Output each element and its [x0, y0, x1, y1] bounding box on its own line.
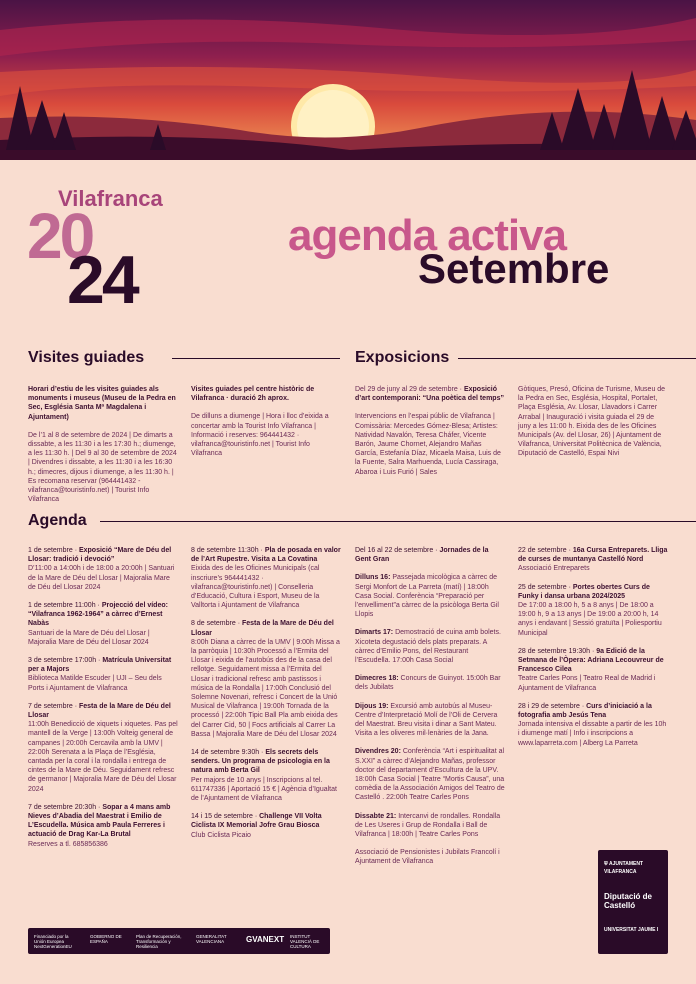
event-day: Divendres 20:	[355, 748, 401, 756]
agenda-column-3	[355, 546, 505, 876]
sponsor-logos	[598, 850, 668, 954]
agenda-column-1	[28, 546, 178, 858]
event-details: D’11:00 a 14:00h i de 18:00 a 20:00h | Santuari de la Mare de Déu del Llosar | Majoralia Mare de Déu del Llosar 2024	[28, 565, 175, 591]
expo-locations-body: Gòtiques, Presó, Oficina de Turisme, Museu de la Pedra en Sec, Església, Hospital, Portalet, Plaça Església, Av. Llosar, Llavadors i Carrer Arrabal | Inauguració i visita guiada el 29 de juny a les 11:00 h. Eixida des de les Oficines Municipals (Av. del Llosar, 26) | Ajuntament de Vilafranca, Universitat Politècnica de València, Diputació de Castelló, Espai Nivi	[518, 386, 666, 458]
expo-locations	[518, 385, 668, 468]
plan-logo: Plan de Recuperación, Transformación y Resiliencia	[136, 934, 182, 949]
event-details: Club Ciclista Picaio	[191, 831, 251, 839]
agenda-event	[355, 674, 505, 692]
event-details: Excursió amb autobús al Museu-Centre d’Interpretació Molí de l’Oli de Cervera del Maestrat. Breu visita i dinar a Sant Mateu. Visita a les oliveres mil·lenàries de la Jana.	[355, 702, 498, 738]
expo-contemporary	[355, 385, 505, 486]
event-title: 16a Cursa Entreparets. Lliga de curses de muntanya Castelló Nord	[518, 547, 668, 564]
event-details: De 17:00 a 18:00 h, 5 a 8 anys | De 18:00 a 19:00 h, 9 a 13 anys | De 19:00 a 20:00 h, 14 anys i endavant | Sessió gratuïta | Poliesportiu Municipal	[518, 602, 662, 637]
event-date: 28 i 29 de setembre ·	[518, 702, 587, 710]
event-details: Associació Entreparets	[518, 565, 590, 573]
event-details: Per majors de 10 anys | Inscripcions al tel. 611747336 | Aportació 15 € | Agència d’Igualtat de l’Ajuntament de Vilafranca	[191, 776, 337, 803]
visites-museums-body: De l’1 al 8 de setembre de 2024 | De dimarts a dissabte, a les 11:30 i a les 17:30 h.; diumenge, a les 11:30 h. | Del 9 al 30 de setembre de 2024 | Divendres i dissabte, a les 11:30 i a les 16:30 h.; dimecres, dijous i diumenge, a les 11:30 h. | Es recomana reservar (964441432 - vilafranca@touristinfo.net) | Tourist Info Vilafranca	[28, 431, 177, 504]
agenda-event	[355, 812, 505, 840]
agenda-event	[28, 803, 178, 849]
diputacio-logo: Diputació de Castelló	[604, 892, 653, 910]
event-heading	[28, 601, 178, 629]
expo-body: Intervencions en l’espai públic de Vilafranca | Comissària: Mercedes Gómez-Blesa; Artistes: Natividad Navalón, Teresa Cháfer, Vicente Barón, Jaume Chornet, Alejandro Mañas García, Estefanía Díaz, Micaela Maisa, Luis de la Fuente, Salra Marhuenda, Lucía Cassiraga, Abaroa i Luis Furió | Sales	[355, 413, 501, 476]
visites-museums-title: Horari d’estiu de les visites guiades als monuments i museus (Museu de la Pedra en Sec, Església Santa Mª Magdalena i Ajuntament)	[28, 386, 176, 421]
event-date: 7 de setembre ·	[28, 702, 79, 710]
agenda-event	[28, 702, 178, 794]
section-title-visites: Visites guiades	[28, 349, 145, 366]
event-date: 14 de setembre 9:30h ·	[191, 749, 266, 757]
uji-logo: UNIVERSITAT JAUME I	[604, 927, 659, 933]
agenda-event	[28, 601, 178, 647]
event-details: Intercanvi de rondalles. Rondalla de Les Useres i Grup de Rondalla i Ball de Vilafranca | 18:00h | Teatre Carles Pons	[355, 812, 501, 839]
agenda-event	[355, 628, 505, 665]
gva-logo: GENERALITAT VALENCIANA	[196, 934, 227, 944]
event-heading	[191, 748, 341, 776]
event-details: Passejada micològica a càrrec de Sergi Monfort de La Parreta (matí) | 18:00h Casa Social. Conferència “Preparació per l’envelliment”a càrrec de la psicòloga Berta Gil Llopis	[355, 574, 499, 619]
expo-title: Exposició d’art contemporani: “Una poètica del temps”	[355, 386, 504, 403]
agenda-event	[355, 702, 505, 739]
agenda-event	[355, 848, 505, 866]
event-date: 3 de setembre 17:00h ·	[28, 657, 103, 665]
event-details: Associació de Pensionistes i Jubilats Francolí i Ajuntament de Vilafranca	[355, 849, 500, 866]
section-divider	[458, 358, 696, 359]
event-date: 8 de setembre ·	[191, 620, 242, 628]
event-heading	[28, 803, 178, 840]
event-heading	[191, 546, 341, 564]
event-heading	[518, 583, 668, 601]
ivc-logo: INSTITUT VALENCIÀ DE CULTURA	[290, 934, 320, 949]
shield-icon: ⛨	[604, 861, 609, 867]
event-title: Portes obertes Curs de Funky i dansa urbana 2024/2025	[518, 583, 650, 600]
agenda-event	[518, 583, 668, 638]
event-date: 7 de setembre 20:30h ·	[28, 803, 103, 811]
event-day: Dilluns 16:	[355, 574, 391, 582]
agenda-event	[355, 573, 505, 619]
event-day: Dijous 19:	[355, 702, 389, 710]
section-title-agenda: Agenda	[28, 512, 87, 529]
event-heading	[28, 656, 178, 674]
gvanext-logo: GVANEXT	[246, 935, 285, 944]
town-name: Vilafranca	[58, 186, 163, 211]
event-details: Santuari de la Mare de Déu del Llosar | Majoralia Mare de Déu del Llosar 2024	[28, 629, 150, 646]
agenda-event	[191, 546, 341, 610]
section-divider	[100, 521, 696, 522]
agenda-event	[191, 748, 341, 803]
event-date: 25 de setembre ·	[518, 583, 573, 591]
headline: agenda activa	[288, 211, 567, 260]
sunset-banner	[0, 0, 696, 160]
event-title: Sopar a 4 mans amb Nieves d’Abadia del Maestrat i Emilio de L’Escudella. Música amb Paula Ferreres i actuació de Drag Kar-La Brutal	[28, 803, 171, 839]
event-date: 1 de setembre 11:00h ·	[28, 602, 102, 610]
event-heading	[28, 702, 178, 720]
event-title: Jornades de la Gent Gran	[355, 547, 489, 564]
ajuntament-logo: ⛨ AJUNTAMENT VILAFRANCA	[604, 861, 644, 875]
event-details: Jornada intensiva el dissabte a partir de les 10h i diumenge matí | Info i inscripcions a www.laparreta.com | Alberg La Parreta	[518, 721, 667, 747]
agenda-event	[355, 747, 505, 802]
visites-museums	[28, 385, 178, 513]
agenda-event	[518, 702, 668, 748]
event-details: Reserves a tl. 685856386	[28, 840, 108, 848]
event-day: Dimecres 18:	[355, 675, 399, 683]
section-title-exposicions: Exposicions	[355, 349, 450, 366]
section-divider	[172, 358, 340, 359]
visites-centre-title: Visites guiades pel centre històric de Vilafranca · duració 2h aprox.	[191, 386, 315, 403]
agenda-event	[191, 812, 341, 840]
event-title: 9a Edició de la Setmana de l’Òpera: Adriana Lecouvreur de Francesco Cilea	[518, 647, 664, 674]
event-title: Challenge VII Volta Ciclista IX Memorial Jofre Grau Biosca	[191, 813, 322, 830]
event-details: Teatre Carles Pons | Teatro Real de Madrid i Ajuntament de Vilafranca	[518, 675, 656, 692]
year-top: 20	[27, 200, 93, 272]
expo-dates: Del 29 de juny al 29 de setembre ·	[355, 386, 464, 393]
event-details: Eixida des de les Oficines Municipals (cal inscriure’s 964441432 · vilafranca@touristinfo.net) | Conselleria d’Educació, Cultura i Esport, Museu de la Valltorta i Ajuntament de Vilafranca	[191, 565, 320, 610]
agenda-event	[518, 546, 668, 574]
event-date: Del 16 al 22 de setembre ·	[355, 547, 440, 554]
event-date: 8 de setembre 11:30h ·	[191, 547, 265, 554]
event-details: Conferència “Art i espiritualitat al S.XXI” a càrrec d’Alejandro Mañas, professor doctor del departament d’Escultura de la UPV. 18:00h Casa Social | Teatre “Mortis Causa”, una comèdia de la Associación Amigos del Teatro de Castelló . 22:00h Teatre Carles Pons	[355, 748, 505, 802]
visites-centre	[191, 385, 341, 467]
funding-logos	[28, 928, 330, 954]
agenda-event	[28, 656, 178, 693]
event-title: Curs d’iniciació a la fotografia amb Jesús Tena	[518, 702, 652, 720]
event-date: 28 de setembre 19:30h ·	[518, 647, 597, 655]
gobierno-logo: GOBIERNO DE ESPAÑA	[90, 934, 122, 944]
event-details: Concurs de Guinyot. 15:00h Bar dels Jubilats	[355, 675, 501, 692]
event-heading	[355, 546, 505, 564]
visites-centre-body: De dilluns a diumenge | Hora i lloc d’eixida a concertar amb la Tourist Info Vilafranca | Informació i reserves: 964441432 · vilafranca@touristinfo.net | Tourist Info Vilafranca	[191, 413, 329, 458]
agenda-event	[28, 546, 178, 592]
event-details: Biblioteca Matilde Escuder | UJI – Seu dels Ports i Ajuntament de Vilafranca	[28, 675, 162, 692]
event-heading	[28, 546, 178, 564]
event-heading	[191, 812, 341, 830]
agenda-event	[518, 647, 668, 693]
event-heading	[191, 619, 341, 637]
eu-logo: Financiado por la Unión Europea NextGenerationEU	[34, 934, 72, 949]
event-details: 11:00h Benedicció de xiquets i xiquetes. Pas pel mantell de la Verge | 13:00h Volteig general de campanes | 20:00h Cercavila amb la UMV | 22:00h Serenata a la Plaça de l’Església, cantada per la coral i la rondalla i entrega de cintes de la Mare de Déu. Seguidament refresc de germanor | Majoralia Mare de Déu del Llosar 2024	[28, 721, 178, 793]
event-details: Demostració de cuina amb bolets. Xicoteta degustació dels plats preparats. A càrrec d’Emilio Pons, del Restaurant l’Escudella. 17:00h Casa Social	[355, 629, 501, 665]
event-day: Dimarts 17:	[355, 629, 394, 637]
event-title: Exposició “Mare de Déu del Llosar: tradició i devoció”	[28, 547, 172, 564]
month-title: Setembre	[418, 245, 610, 292]
event-heading	[518, 702, 668, 720]
event-title: Pla de posada en valor de l’Art Rupestre. Visita a La Covatina	[191, 547, 341, 564]
event-heading	[518, 647, 668, 675]
event-date: 22 de setembre ·	[518, 547, 573, 554]
event-date: 1 de setembre ·	[28, 547, 79, 554]
event-date: 14 i 15 de setembre ·	[191, 813, 260, 821]
agenda-column-4	[518, 546, 668, 757]
year-bottom: 24	[67, 242, 137, 318]
event-heading	[518, 546, 668, 564]
agenda-event	[355, 546, 505, 564]
event-details: 8:00h Diana a càrrec de la UMV | 9:00h Missa a la parròquia | 10:30h Processó a l’Ermita del Llosar i eixida de l’autobús des de la casa del rellotge. Seguidament missa a l’Ermita del Llosar i tradicional refresc amb pastissos i música de la Rondalla | 17:00h Conclusió del Solemne Novenari, refresc i Concert de la Unió Musical de Vilafranca | 19:00h Tornada de la processó | 22:00h Tipic Ball Pla amb eixida des del Carrer Cid, 50 | Focs artificials al Carrer La Bassa | Majoralia Mare de Déu del Llosar 2024	[191, 638, 340, 738]
agenda-column-2	[191, 546, 341, 849]
event-title: Festa de la Mare de Déu del Llosar	[191, 620, 334, 637]
event-title: Festa de la Mare de Déu del Llosar	[28, 702, 171, 720]
event-title: Projecció del vídeo: “Vilafranca 1962-1964” a càrrec d’Ernest Nabàs	[28, 602, 168, 628]
agenda-event	[191, 619, 341, 739]
event-day: Dissabte 21:	[355, 812, 397, 820]
event-title: Matrícula Universitat per a Majors	[28, 657, 172, 674]
event-title: Els secrets dels senders. Un programa de psicologia en la natura amb Berta Gil	[191, 749, 330, 775]
